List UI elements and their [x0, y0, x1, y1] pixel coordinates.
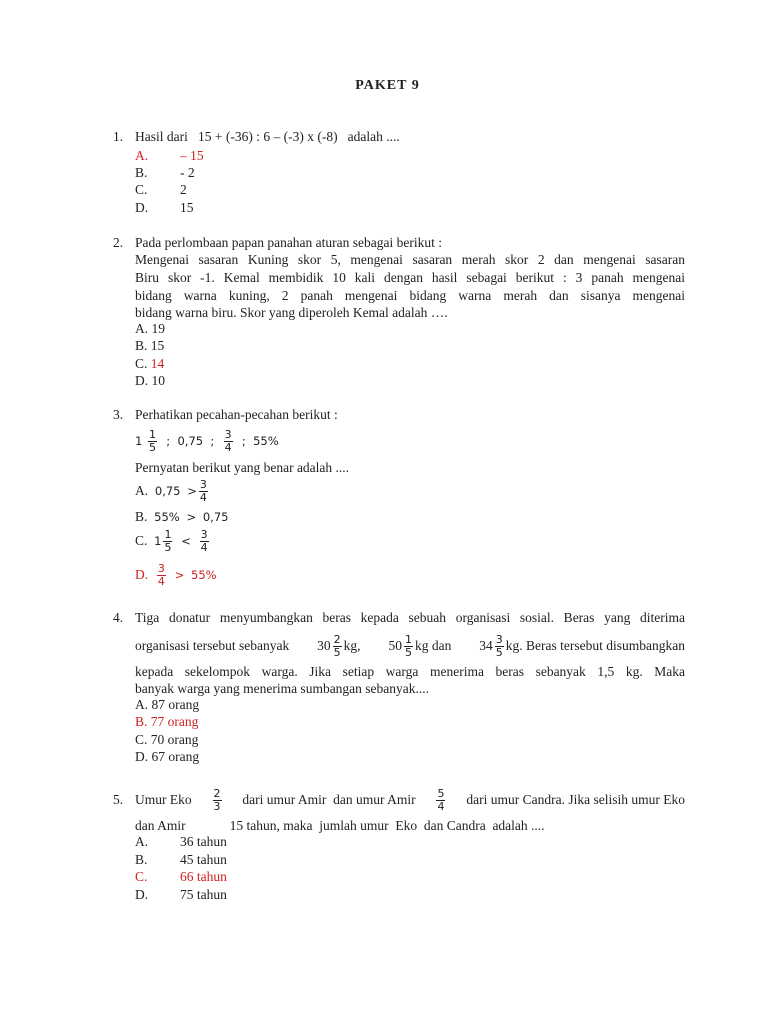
value: 0,75 — [177, 434, 204, 448]
numerator: 5 — [437, 786, 445, 800]
option-value: 77 orang — [150, 714, 199, 729]
numerator: 3 — [157, 562, 165, 576]
operator: < — [181, 534, 191, 548]
option-b — [135, 714, 198, 730]
option-letter: B. — [135, 338, 148, 353]
fraction — [436, 788, 445, 813]
option-c — [135, 182, 187, 198]
option-b — [135, 852, 227, 868]
fraction — [148, 429, 157, 454]
fraction — [199, 479, 208, 504]
question-line: Mengenai sasaran Kuning skor 5, mengenai sasaran merah skor 2 dan mengenai sasaran — [135, 252, 685, 267]
option-letter: B. — [135, 714, 148, 729]
whole: 30 — [317, 638, 331, 653]
question-line: Tiga donatur menyumbangkan beras kepada sebuah organisasi sosial. Beras yang diterima — [135, 610, 685, 625]
question-intro: Pada perlombaan papan panahan aturan sebagai berikut : — [135, 235, 442, 250]
text: Umur Eko — [135, 792, 192, 807]
numerator: 2 — [333, 633, 341, 647]
option-value: 2 — [180, 182, 187, 197]
option-d — [135, 887, 227, 903]
denominator: 4 — [224, 441, 232, 454]
fraction — [163, 529, 172, 554]
text: 15 tahun, maka jumlah umur Eko dan Candra adalah .... — [229, 818, 545, 833]
option-letter: D. — [135, 567, 149, 582]
denominator: 5 — [164, 541, 172, 555]
option-right: 0,75 — [202, 510, 229, 524]
operator: > — [187, 484, 197, 498]
option-a — [135, 697, 199, 713]
option-letter: D. — [135, 749, 149, 764]
option-letter: C. — [135, 869, 148, 884]
question-line — [135, 633, 685, 659]
question-text: Pernyatan berikut yang benar adalah .... — [135, 460, 350, 475]
text: organisasi tersebut sebanyak — [135, 638, 290, 654]
denominator: 4 — [200, 541, 208, 555]
denominator: 5 — [333, 646, 341, 660]
option-value: 15 — [150, 338, 165, 353]
option-d — [135, 749, 199, 765]
option-d — [135, 373, 165, 389]
option-letter: D. — [135, 373, 149, 388]
whole: 34 — [479, 638, 493, 653]
denominator: 3 — [213, 799, 221, 813]
question-text: Hasil dari 15 + (-36) : 6 – (-3) x (-8) adalah .... — [135, 129, 400, 144]
option-value: 36 tahun — [180, 834, 227, 849]
option-d — [135, 200, 194, 216]
operator: > — [174, 568, 185, 582]
question-number: 2. — [113, 235, 124, 250]
text: dari umur Amir dan umur Amir — [242, 792, 416, 807]
option-left: 55% — [154, 510, 180, 524]
option-letter: C. — [135, 533, 148, 548]
option-value: 66 tahun — [180, 869, 227, 884]
text: dari umur Candra. Jika selisih umur Eko — [466, 792, 685, 807]
separator: ; — [241, 434, 246, 448]
option-letter: C. — [135, 182, 148, 197]
question-intro: Perhatikan pecahan-pecahan berikut : — [135, 407, 338, 422]
numerator: 3 — [199, 478, 207, 492]
question-number: 4. — [113, 610, 124, 625]
option-b — [135, 338, 164, 354]
question-line: Biru skor -1. Kemal membidik 10 kali dengan hasil sebagai berikut : 3 panah mengenai — [135, 270, 685, 285]
option-a — [135, 148, 204, 164]
question-number: 1. — [113, 129, 124, 144]
numerator: 2 — [213, 786, 221, 800]
fraction — [495, 634, 504, 659]
fraction — [213, 788, 222, 813]
option-letter: A. — [135, 697, 149, 712]
unit: kg, — [343, 638, 361, 653]
fraction-list — [135, 428, 279, 454]
option-value: 14 — [150, 356, 165, 371]
fraction — [333, 634, 342, 659]
option-value: 87 orang — [151, 697, 200, 712]
separator: ; — [166, 434, 171, 448]
option-letter: C. — [135, 356, 148, 371]
option-d — [135, 562, 217, 588]
option-c — [135, 869, 227, 885]
option-letter: B. — [135, 852, 148, 867]
question-line: banyak warga yang menerima sumbangan sebanyak.... — [135, 681, 430, 696]
denominator: 5 — [404, 646, 412, 660]
question-number: 5. — [113, 792, 124, 807]
fraction — [404, 634, 413, 659]
denominator: 5 — [148, 441, 156, 454]
value: 55% — [253, 434, 279, 448]
option-letter: C. — [135, 732, 148, 747]
page-title: PAKET 9 — [355, 78, 420, 93]
mixed-number — [479, 633, 685, 659]
question-number: 3. — [113, 407, 124, 422]
numerator: 1 — [148, 428, 156, 441]
unit: kg dan — [414, 638, 452, 653]
question-line — [135, 787, 685, 813]
denominator: 4 — [437, 799, 445, 813]
denominator: 4 — [199, 491, 207, 505]
option-a — [135, 834, 227, 850]
fraction — [200, 529, 209, 554]
whole: 1 — [135, 434, 143, 448]
option-value: 70 orang — [150, 732, 199, 747]
whole: 1 — [154, 534, 162, 548]
fraction — [224, 429, 233, 454]
numerator: 1 — [164, 528, 172, 542]
whole: 50 — [388, 638, 402, 653]
option-value: 19 — [151, 321, 165, 336]
option-letter: D. — [135, 887, 149, 902]
mixed-number — [388, 633, 451, 659]
option-letter: A. — [135, 148, 149, 163]
denominator: 5 — [495, 646, 503, 660]
numerator: 3 — [200, 528, 208, 542]
option-value: 10 — [151, 373, 165, 388]
option-a — [135, 321, 165, 337]
denominator: 4 — [157, 575, 165, 589]
fraction — [157, 563, 166, 588]
option-right: 55% — [191, 568, 217, 582]
question-line — [135, 818, 545, 834]
option-letter: B. — [135, 509, 148, 524]
operator: > — [186, 510, 197, 524]
option-letter: A. — [135, 483, 149, 498]
option-c — [135, 732, 198, 748]
question-line: bidang warna biru. Skor yang diperoleh Kemal adalah …. — [135, 305, 448, 320]
numerator: 3 — [224, 428, 232, 441]
option-letter: D. — [135, 200, 149, 215]
question-line: kepada sekelompok warga. Jika setiap warga menerima beras sebanyak 1,5 kg. Maka — [135, 664, 685, 679]
option-c — [135, 528, 211, 554]
option-left: 0,75 — [154, 484, 181, 498]
numerator: 3 — [495, 633, 503, 647]
option-value: - 2 — [180, 165, 195, 180]
option-c — [135, 356, 164, 372]
option-b — [135, 509, 228, 525]
option-letter: A. — [135, 321, 149, 336]
question-line: bidang warna kuning, 2 panah mengenai bidang warna merah dan sisanya mengenai — [135, 288, 685, 303]
option-value: 15 — [180, 200, 194, 215]
numerator: 1 — [404, 633, 412, 647]
option-value: 67 orang — [151, 749, 200, 764]
option-b — [135, 165, 195, 181]
text: kg. Beras tersebut disumbangkan — [505, 638, 685, 653]
option-value: – 15 — [180, 148, 204, 163]
separator: ; — [210, 434, 215, 448]
mixed-number — [317, 633, 360, 659]
option-letter: B. — [135, 165, 148, 180]
option-a — [135, 478, 210, 504]
option-value: 75 tahun — [180, 887, 227, 902]
text: dan Amir — [135, 818, 186, 833]
option-value: 45 tahun — [180, 852, 227, 867]
option-letter: A. — [135, 834, 149, 849]
